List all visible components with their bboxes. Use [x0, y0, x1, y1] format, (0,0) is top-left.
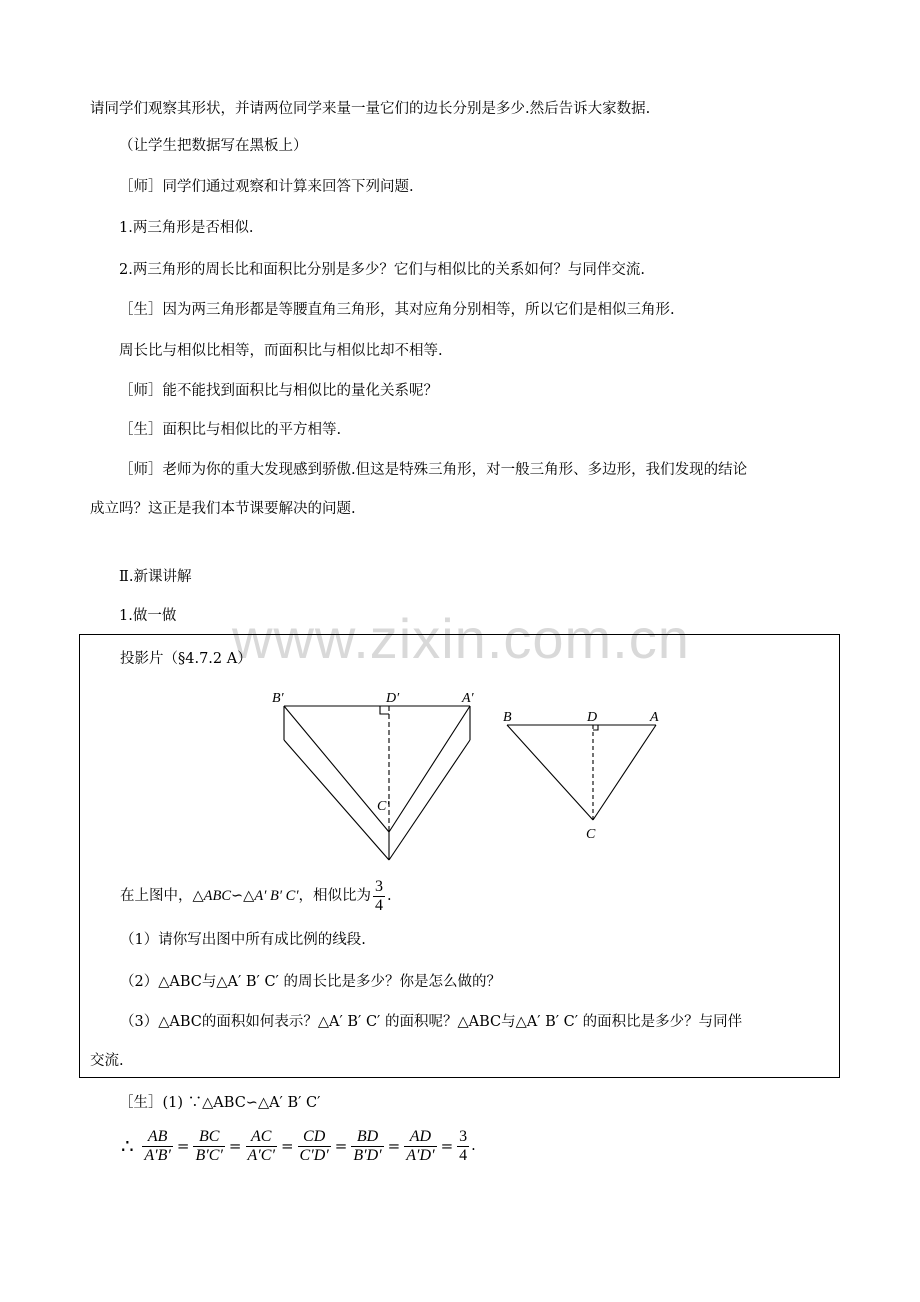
- answer-line-1: ［生］(1) ∵△ABC∽△A′ B′ C′: [119, 1095, 321, 1111]
- watermark: www.zixin.com.cn: [232, 607, 690, 670]
- box-question-3a: （3）△ABC的面积如何表示？△A′ B′ C′ 的面积呢？△ABC与△A′ B′ C′ 的面积比是多少？与同伴: [120, 1014, 743, 1030]
- fraction-ad-numerator: AD: [404, 1128, 436, 1147]
- fraction-ab: [142, 1128, 173, 1165]
- teacher-line-1: ［师］同学们通过观察和计算来回答下列问题.: [119, 179, 414, 195]
- label-c: C: [586, 827, 596, 842]
- statement-triangles: △ABC∽△A′ B′ C′: [192, 888, 299, 904]
- label-c-prime: C′: [377, 799, 390, 814]
- teacher-line-2: ［师］能不能找到面积比与相似比的量化关系呢？: [119, 383, 438, 399]
- equals-sign: =: [280, 1137, 294, 1155]
- box-question-1: （1）请你写出图中所有成比例的线段.: [120, 932, 366, 948]
- label-b: B: [503, 710, 512, 725]
- fraction-bc-numerator: BC: [193, 1128, 224, 1147]
- proportion-equation: [119, 1124, 476, 1168]
- fraction-bc: [193, 1128, 224, 1165]
- box-question-3b: 交流.: [90, 1053, 124, 1069]
- fraction-cd-numerator: CD: [298, 1128, 331, 1147]
- equals-sign: =: [228, 1137, 242, 1155]
- therefore-symbol: ∴: [121, 1134, 134, 1158]
- equation-end: .: [471, 1138, 476, 1154]
- label-a: A: [650, 710, 659, 725]
- fraction-bd-numerator: BD: [351, 1128, 383, 1147]
- similarity-statement: [120, 875, 392, 917]
- ratio-numerator: 3: [375, 877, 383, 895]
- fraction-ac-numerator: AC: [246, 1128, 277, 1147]
- statement-middle: ，相似比为: [298, 888, 371, 904]
- big-triangle: [284, 706, 470, 860]
- fraction-result: [457, 1128, 469, 1165]
- fraction-bc-denominator: B′C′: [195, 1146, 223, 1164]
- fraction-bd: [351, 1128, 383, 1165]
- projection-title: 投影片（§4.7.2 A）: [120, 651, 252, 667]
- equals-sign: =: [387, 1137, 401, 1155]
- statement-prefix: 在上图中，: [120, 888, 193, 904]
- fraction-ad: [404, 1128, 436, 1165]
- equals-sign: =: [176, 1137, 190, 1155]
- equals-sign: =: [440, 1137, 454, 1155]
- fraction-cd-denominator: C′D′: [299, 1146, 329, 1164]
- fraction-result-numerator: 3: [459, 1127, 468, 1145]
- statement-end: .: [387, 888, 392, 904]
- teacher-line-3a: ［师］老师为你的重大发现感到骄傲.但这是特殊三角形，对一般三角形、多边形，我们发现的结论: [119, 462, 748, 478]
- equals-sign: =: [334, 1137, 348, 1155]
- label-d: D: [587, 710, 598, 725]
- teacher-line-3b: 成立吗？这正是我们本节课要解决的问题.: [90, 501, 356, 517]
- student-line-1: ［生］因为两三角形都是等腰直角三角形，其对应角分别相等，所以它们是相似三角形.: [119, 302, 675, 318]
- fraction-ac-denominator: A′C′: [247, 1146, 275, 1164]
- fraction-result-denominator: 4: [459, 1146, 468, 1164]
- intro-paragraph-2: （让学生把数据写在黑板上）: [119, 138, 308, 154]
- section-title: Ⅱ.新课讲解: [119, 569, 192, 585]
- projection-box: [79, 634, 840, 1078]
- box-question-2: （2）△ABC与△A′ B′ C′ 的周长比是多少？你是怎么做的？: [120, 974, 501, 990]
- section-subtitle: 1.做一做: [119, 608, 177, 624]
- label-a-prime: A′: [462, 691, 474, 706]
- student-line-2: 周长比与相似比相等，而面积比与相似比却不相等.: [119, 343, 443, 359]
- label-d-prime: D′: [386, 691, 400, 706]
- fraction-bd-denominator: B′D′: [353, 1146, 382, 1164]
- student-line-3: ［生］面积比与相似比的平方相等.: [119, 422, 342, 438]
- ratio-fraction: [373, 878, 385, 915]
- question-1: 1.两三角形是否相似.: [119, 220, 254, 236]
- fraction-ad-denominator: A′D′: [406, 1146, 435, 1164]
- label-b-prime: B′: [272, 691, 284, 706]
- intro-paragraph-1: 请同学们观察其形状，并请两位同学来量一量它们的边长分别是多少.然后告诉大家数据.: [90, 101, 651, 117]
- fraction-ab-denominator: A′B′: [144, 1146, 171, 1164]
- small-triangle: [507, 725, 656, 820]
- fraction-ab-numerator: AB: [142, 1128, 173, 1147]
- fraction-cd: [298, 1128, 331, 1165]
- fraction-ac: [246, 1128, 277, 1165]
- ratio-denominator: 4: [375, 896, 383, 914]
- question-2: 2.两三角形的周长比和面积比分别是多少？它们与相似比的关系如何？与同伴交流.: [119, 262, 645, 278]
